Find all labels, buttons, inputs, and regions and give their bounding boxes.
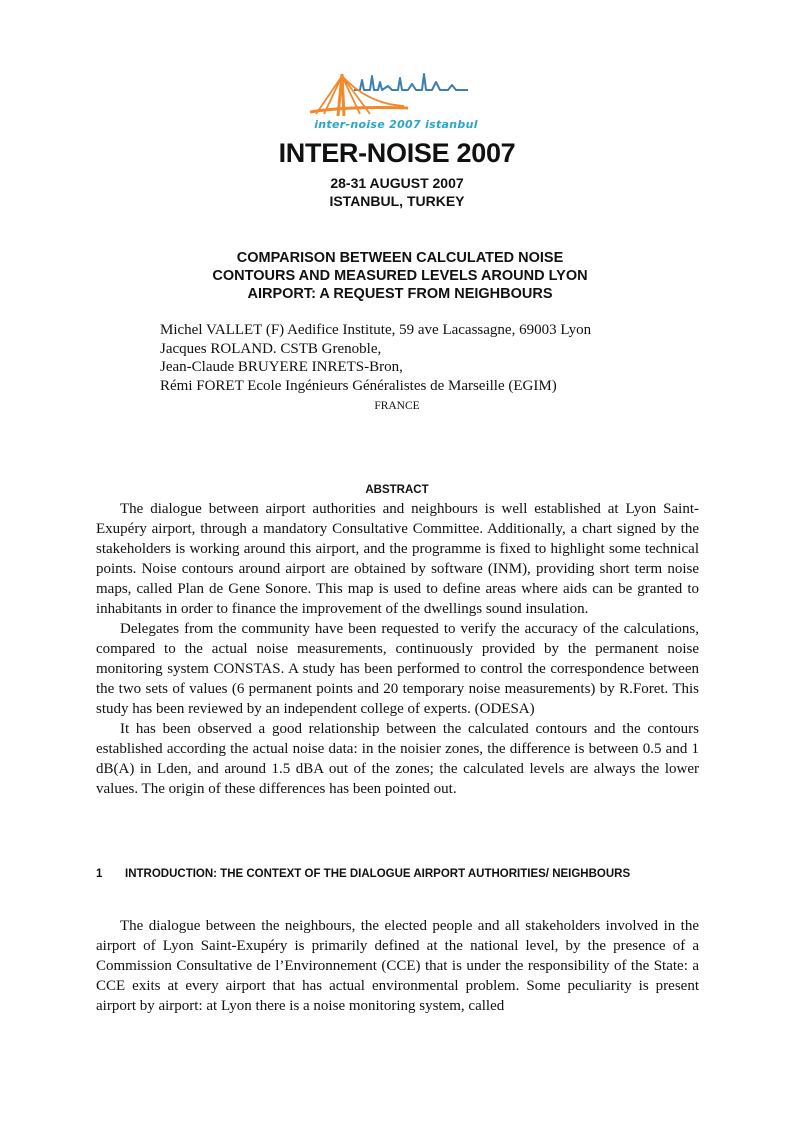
paper-title-line: CONTOURS AND MEASURED LEVELS AROUND LYON (212, 268, 588, 284)
author-line: Jacques ROLAND. CSTB Grenoble, (160, 340, 382, 357)
paper-title (150, 249, 650, 303)
section-paragraph: The dialogue between the neighbours, the elected people and all stakeholders involved in the airport of Lyon Saint-Exupéry is primarily defined at the national level, by the presence of a Commission Consultative de l’Environnement (CCE) that is under the responsibility of the State: a CCE exits at every airport that has actual environmental problem. Some peculiarity is present airport by airport: at Lyon there is a noise monitoring system, called (96, 918, 699, 1014)
conference-date: 28-31 AUGUST 2007 (330, 175, 464, 191)
abstract-paragraph: The dialogue between airport authorities and neighbours is well established at Lyon Saint-Exupéry airport, through a mandatory Consultative Committee. Additionally, a chart signed by the stakeholders is working around this airport, and the programme is fixed to highlight some technical points. Noise contours around airport are obtained by software (INM), providing short term noise maps, called Plan de Gene Sonore. This map is used to define areas where aids can be granted to inhabitants in order to finance the improvement of the dwellings sound insulation. (96, 501, 699, 617)
author-list (160, 321, 592, 412)
section-number: 1 (96, 868, 103, 880)
logo-caption: inter-noise 2007 istanbul (314, 118, 478, 131)
author-line: Jean-Claude BRUYERE INRETS-Bron, (160, 359, 403, 375)
abstract-paragraph: Delegates from the community have been requested to verify the accuracy of the calculations, compared to the actual noise measurements, continuously provided by the permanent noise monitoring system CONSTAS. A study has been performed to control the correspondence between the two sets of values (6 permanent points and 20 temporary noise measurements) by R.Foret. This study has been reviewed by an independent college of experts. (ODESA) (96, 621, 699, 717)
abstract-body (96, 499, 699, 799)
author-line: Michel VALLET (F) Aedifice Institute, 59 ave Lacassagne, 69003 Lyon (160, 322, 592, 338)
section-heading (96, 867, 655, 882)
conference-title: INTER-NOISE 2007 (278, 138, 516, 168)
abstract-paragraph: It has been observed a good relationship between the calculated contours and the contours established according the actual noise data: in the noisier zones, the difference is between 0.5 and 1 dB(A) in Lden, and around 1.5 dBA out of the zones; the calculated levels are always the lower values. The origin of these differences has been pointed out. (96, 721, 699, 797)
section-title: INTRODUCTION: THE CONTEXT OF THE DIALOGUE AIRPORT AUTHORITIES/ NEIGHBOURS (125, 868, 631, 880)
author-country: FRANCE (374, 400, 420, 412)
conference-logo (308, 68, 484, 134)
paper-title-line: COMPARISON BETWEEN CALCULATED NOISE (236, 250, 564, 266)
conference-location: ISTANBUL, TURKEY (329, 193, 465, 209)
abstract-heading: ABSTRACT (365, 484, 429, 496)
section-body (96, 916, 699, 1016)
paper-title-line: AIRPORT: A REQUEST FROM NEIGHBOURS (247, 286, 553, 302)
bridge-skyline-logo-icon (308, 68, 484, 118)
author-line: Rémi FORET Ecole Ingénieurs Généralistes de Marseille (EGIM) (160, 377, 557, 394)
